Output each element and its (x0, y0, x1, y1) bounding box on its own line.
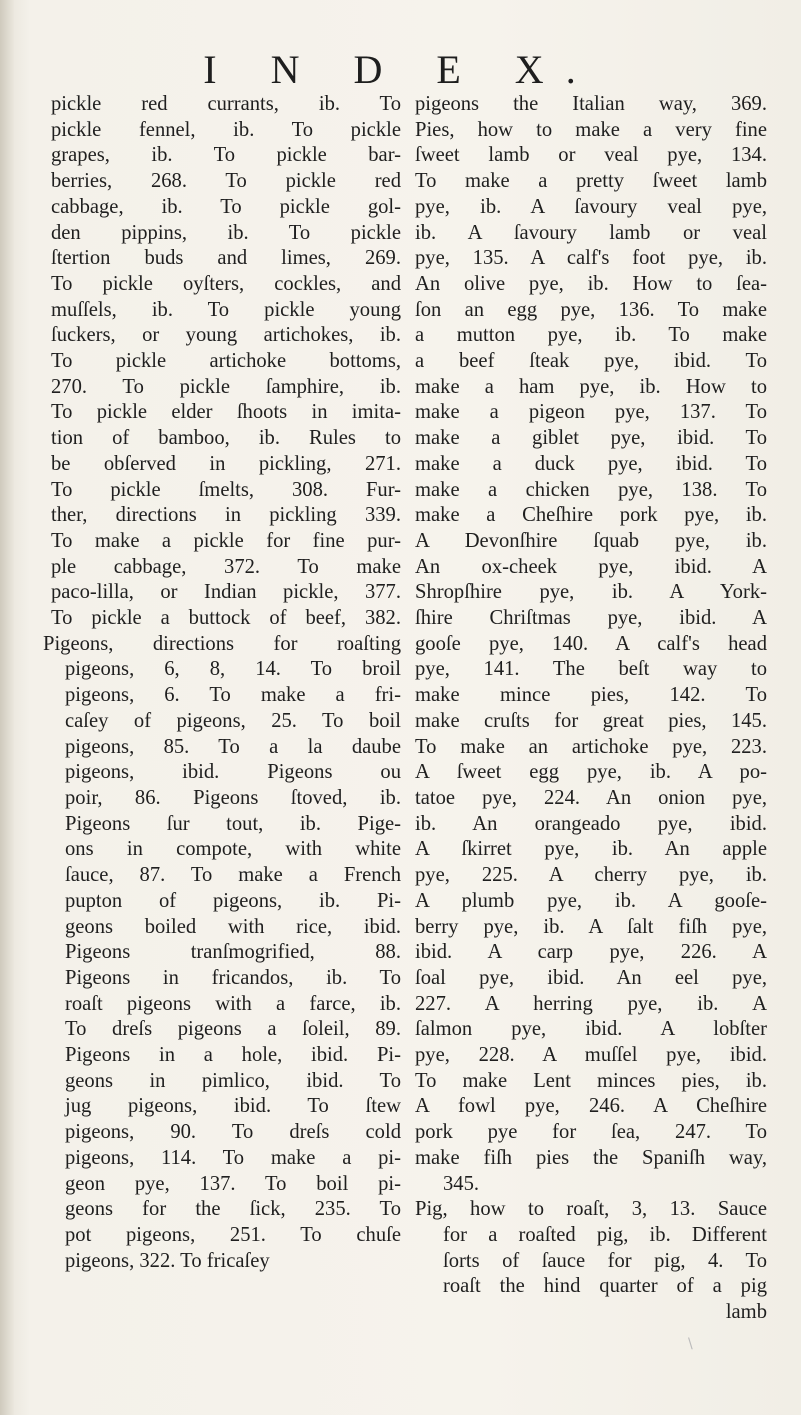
index-line: A ſweet egg pye, ib. A po- (415, 761, 767, 784)
index-line: make a duck pye, ibid. To (415, 452, 767, 475)
index-line: be obſerved in pickling, 271. (51, 452, 401, 475)
index-line: Pigeons, directions for roaſting (43, 632, 401, 655)
index-line: A fowl pye, 246. A Cheſhire (415, 1095, 767, 1118)
index-line: geons for the ſick, 235. To (65, 1198, 401, 1221)
index-line: caſey of pigeons, 25. To boil (65, 709, 401, 732)
index-line: pigeons, ibid. Pigeons ou (65, 761, 401, 784)
index-line: ons in compote, with white (65, 838, 401, 861)
index-line: A Devonſhire ſquab pye, ib. (415, 529, 767, 552)
index-line: An olive pye, ib. How to ſea- (415, 272, 767, 295)
index-line: To make a pickle for fine pur- (51, 529, 401, 552)
index-line: ſweet lamb or veal pye, 134. (415, 144, 767, 167)
index-line: 345. (443, 1172, 480, 1195)
index-line: pye, 135. A calf's foot pye, ib. (415, 247, 767, 270)
index-line: make a chicken pye, 138. To (415, 478, 767, 501)
index-line: Pigeons tranſmogrified, 88. (65, 941, 401, 964)
index-line: Shropſhire pye, ib. A York- (415, 581, 767, 604)
index-line: pye, 225. A cherry pye, ib. (415, 864, 767, 887)
index-line: geons in pimlico, ibid. To (65, 1069, 401, 1092)
index-line: pigeons, 6, 8, 14. To broil (65, 658, 401, 681)
index-column-left (43, 92, 401, 1274)
index-line: pigeons, 322. To fricaſey (65, 1249, 270, 1272)
index-line: ibid. A carp pye, 226. A (415, 941, 767, 964)
index-line: Pigeons in fricandos, ib. To (65, 966, 401, 989)
index-line: make fiſh pies the Spaniſh way, (415, 1146, 767, 1169)
index-line: pickle fennel, ib. To pickle (51, 118, 401, 141)
index-line: tion of bamboo, ib. Rules to (51, 427, 401, 450)
index-line: 227. A herring pye, ib. A (415, 992, 767, 1015)
index-line: make a Cheſhire pork pye, ib. (415, 504, 767, 527)
page-header: I N D E X. (203, 47, 598, 92)
index-line: roaſt the hind quarter of a pig (443, 1275, 767, 1298)
index-line: tatoe pye, 224. An onion pye, (415, 786, 767, 809)
index-line: ſoal pye, ibid. An eel pye, (415, 966, 767, 989)
index-line: pye, 141. The beſt way to (415, 658, 767, 681)
index-line: ſalmon pye, ibid. A lobſter (415, 1018, 767, 1041)
index-line: pork pye for ſea, 247. To (415, 1121, 767, 1144)
index-line: make a ham pye, ib. How to (415, 375, 767, 398)
index-line: ther, directions in pickling 339. (51, 504, 401, 527)
index-line: den pippins, ib. To pickle (51, 221, 401, 244)
index-line: pigeons, 85. To a la daube (65, 735, 401, 758)
index-line: make a pigeon pye, 137. To (415, 401, 767, 424)
index-line: roaſt pigeons with a farce, ib. (65, 992, 401, 1015)
index-line: pigeons, 114. To make a pi- (65, 1146, 401, 1169)
index-line: make mince pies, 142. To (415, 684, 767, 707)
index-line: To dreſs pigeons a ſoleil, 89. (65, 1018, 401, 1041)
index-line: lamb (725, 1301, 767, 1324)
index-line: ſon an egg pye, 136. To make (415, 298, 767, 321)
index-line: To pickle elder ſhoots in imita- (51, 401, 401, 424)
index-line: pigeons the Italian way, 369. (415, 93, 767, 115)
index-line: ple cabbage, 372. To make (51, 555, 401, 578)
index-line: ib. An orangeado pye, ibid. (415, 812, 767, 835)
stray-mark: \ (688, 1336, 693, 1352)
index-line: ſorts of ſauce for pig, 4. To (443, 1249, 767, 1272)
index-line: To pickle oyſters, cockles, and (51, 272, 401, 295)
index-line: paco-lilla, or Indian pickle, 377. (51, 581, 401, 604)
index-line: A plumb pye, ib. A gooſe- (415, 889, 767, 912)
index-line: pupton of pigeons, ib. Pi- (65, 889, 401, 912)
binding-edge (0, 0, 14, 1415)
index-line: 270. To pickle ſamphire, ib. (51, 375, 401, 398)
index-line: a beef ſteak pye, ibid. To (415, 350, 767, 373)
index-line: poir, 86. Pigeons ſtoved, ib. (65, 786, 401, 809)
index-line: pye, 228. A muſſel pye, ibid. (415, 1044, 767, 1067)
index-line: pye, ib. A ſavoury veal pye, (415, 195, 767, 218)
index-line: gooſe pye, 140. A calf's head (415, 632, 767, 655)
index-line: To pickle a buttock of beef, 382. (51, 607, 401, 630)
index-line: Pig, how to roaſt, 3, 13. Sauce (415, 1198, 767, 1221)
index-line: pigeons, 6. To make a fri- (65, 684, 401, 707)
index-line: jug pigeons, ibid. To ſtew (65, 1095, 401, 1118)
index-line: for a roaſted pig, ib. Different (443, 1223, 767, 1246)
index-line: cabbage, ib. To pickle gol- (51, 195, 401, 218)
index-line: ſtertion buds and limes, 269. (51, 247, 401, 270)
index-line: grapes, ib. To pickle bar- (51, 144, 401, 167)
index-line: To make a pretty ſweet lamb (415, 170, 767, 193)
index-line: geons boiled with rice, ibid. (65, 915, 401, 938)
index-line: geon pye, 137. To boil pi- (65, 1172, 401, 1195)
index-line: To pickle ſmelts, 308. Fur- (51, 478, 401, 501)
index-line: ſuckers, or young artichokes, ib. (51, 324, 401, 347)
index-line: make cruſts for great pies, 145. (415, 709, 767, 732)
index-line: ib. A ſavoury lamb or veal (415, 221, 767, 244)
index-line: make a giblet pye, ibid. To (415, 427, 767, 450)
index-line: To make Lent minces pies, ib. (415, 1069, 767, 1092)
index-line: ſhire Chriſtmas pye, ibid. A (415, 607, 767, 630)
index-line: pot pigeons, 251. To chuſe (65, 1223, 401, 1246)
index-line: ſauce, 87. To make a French (65, 864, 401, 887)
index-line: pickle red currants, ib. To (51, 93, 401, 115)
index-line: berry pye, ib. A ſalt fiſh pye, (415, 915, 767, 938)
index-line: To make an artichoke pye, 223. (415, 735, 767, 758)
index-line: A ſkirret pye, ib. An apple (415, 838, 767, 861)
index-line: pigeons, 90. To dreſs cold (65, 1121, 401, 1144)
index-line: Pigeons ſur tout, ib. Pige- (65, 812, 401, 835)
index-line: Pies, how to make a very fine (415, 118, 767, 141)
index-line: berries, 268. To pickle red (51, 170, 401, 193)
index-line: To pickle artichoke bottoms, (51, 350, 401, 373)
index-column-right (415, 92, 767, 1326)
index-line: An ox-cheek pye, ibid. A (415, 555, 767, 578)
index-line: muſſels, ib. To pickle young (51, 298, 401, 321)
index-line: a mutton pye, ib. To make (415, 324, 767, 347)
index-line: Pigeons in a hole, ibid. Pi- (65, 1044, 401, 1067)
